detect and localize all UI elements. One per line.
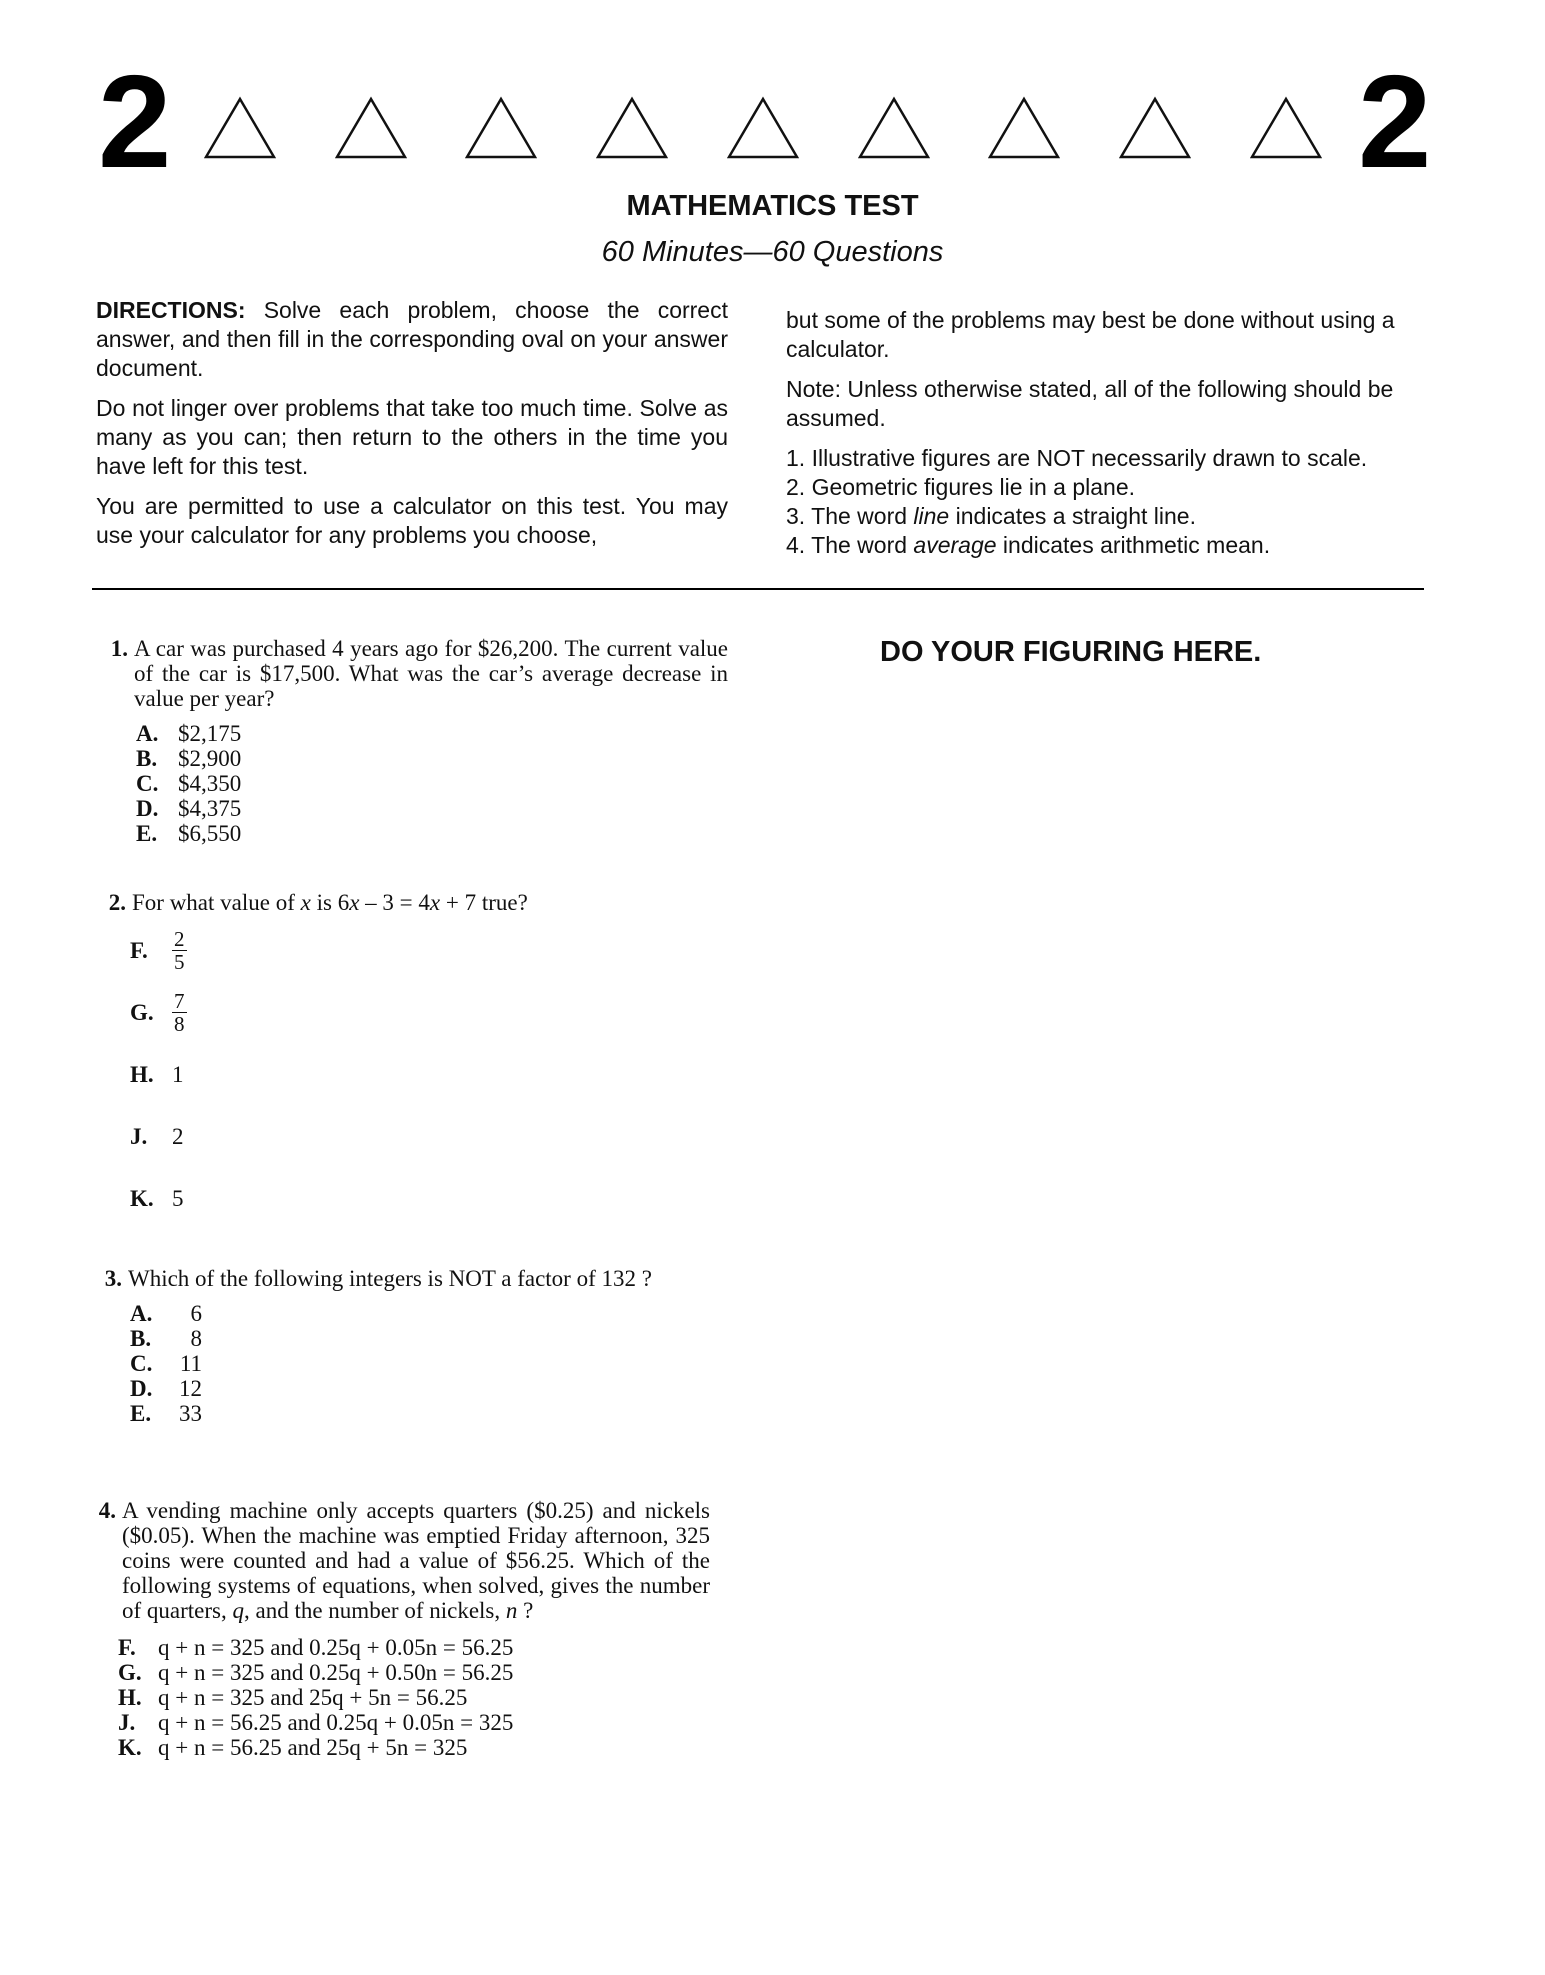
question-text: ? xyxy=(517,1598,534,1623)
triangle-icon xyxy=(465,96,537,160)
choice-text: $6,550 xyxy=(178,821,242,846)
answer-choice[interactable] xyxy=(118,1685,710,1710)
triangle-icon xyxy=(204,96,276,160)
question-4 xyxy=(86,1498,710,1760)
answer-choice[interactable] xyxy=(118,1660,710,1685)
choice-text: q + n = 325 and 25q + 5n = 56.25 xyxy=(158,1685,468,1710)
choice-text: q + n = 325 and 0.25q + 0.05n = 56.25 xyxy=(158,1635,514,1660)
choice-letter: B. xyxy=(130,1326,152,1351)
triangle-icon xyxy=(858,96,930,160)
answer-choice[interactable] xyxy=(136,771,728,796)
assumption-term: line xyxy=(913,503,950,529)
triangle-icon xyxy=(596,96,668,160)
answer-choice[interactable] xyxy=(118,1710,710,1735)
question-stem xyxy=(96,890,726,915)
test-title: MATHEMATICS TEST xyxy=(626,190,919,222)
answer-choice[interactable] xyxy=(130,1301,728,1326)
triangle-icon xyxy=(988,96,1060,160)
answer-choice[interactable] xyxy=(130,1401,728,1426)
choice-letter: A. xyxy=(136,721,159,746)
math-variable: q xyxy=(232,1598,244,1623)
fraction-denominator: 8 xyxy=(174,1011,185,1036)
assumptions-list xyxy=(786,444,1426,560)
choice-text: q + n = 325 and 0.25q + 0.50n = 56.25 xyxy=(158,1660,514,1685)
question-number: 4. xyxy=(98,1498,116,1523)
choice-text: 1 xyxy=(172,1061,184,1087)
choice-text: $2,900 xyxy=(178,746,242,771)
answer-choice[interactable] xyxy=(118,1635,710,1660)
directions-paragraph-1 xyxy=(96,296,728,383)
fraction-numerator: 7 xyxy=(174,988,185,1013)
question-text: A vending machine only accepts quarters ($0.25) and nickels ($0.05). When the machine was emptied Friday afternoon, 325 coins were counted and had a value of $56.25. Which of the following systems of equations, when solved, gives the number of quarters, xyxy=(122,1498,710,1623)
answer-choice[interactable] xyxy=(130,1167,726,1229)
directions-text-1: Solve each problem, choose the correct answer, and then fill in the corresponding oval on your answer document. xyxy=(96,297,728,381)
fraction-denominator: 5 xyxy=(174,949,185,974)
question-text: – 3 = 4 xyxy=(359,890,430,915)
section-number-right: 2 xyxy=(1358,48,1432,195)
choice-letter: A. xyxy=(130,1301,153,1326)
answer-choices xyxy=(86,1635,710,1760)
assumption-term: average xyxy=(913,532,997,558)
section-divider xyxy=(92,588,1424,590)
choice-letter: D. xyxy=(136,796,159,821)
triangle-icon xyxy=(1119,96,1191,160)
directions-paragraph-4: but some of the problems may best be done without using a calculator. xyxy=(786,307,1395,362)
choice-letter: C. xyxy=(130,1351,153,1376)
answer-choice[interactable] xyxy=(130,1043,726,1105)
question-text: For what value of xyxy=(132,890,301,915)
answer-choice[interactable] xyxy=(118,1735,710,1760)
triangle-icon xyxy=(727,96,799,160)
question-1 xyxy=(98,636,728,846)
choice-text: 6 xyxy=(190,1301,202,1326)
question-number: 2. xyxy=(108,890,126,915)
math-variable: x xyxy=(349,890,360,915)
assumption-text: indicates arithmetic mean. xyxy=(996,532,1271,558)
answer-choice[interactable] xyxy=(130,1105,726,1167)
choice-letter: E. xyxy=(130,1401,152,1426)
fraction xyxy=(172,928,187,973)
math-variable: x xyxy=(300,890,311,915)
choice-letter: G. xyxy=(118,1660,142,1685)
question-number: 3. xyxy=(104,1266,122,1291)
choice-text: 2 xyxy=(172,1123,184,1149)
question-text: , and the number of nickels, xyxy=(244,1598,506,1623)
question-text: + 7 true? xyxy=(440,890,528,915)
assumption-text: 3. The word xyxy=(786,503,914,529)
question-2 xyxy=(96,890,726,1229)
directions-note: Note: Unless otherwise stated, all of the following should be assumed. xyxy=(786,376,1394,431)
choice-letter: K. xyxy=(130,1185,154,1211)
assumption-item xyxy=(786,531,1426,560)
directions-paragraph-2: Do not linger over problems that take too much time. Solve as many as you can; then return to the others in the time you have left for this test. xyxy=(96,395,728,479)
choice-letter: F. xyxy=(118,1635,136,1660)
choice-letter: E. xyxy=(136,821,158,846)
choice-letter: J. xyxy=(118,1710,136,1735)
fraction-numerator: 2 xyxy=(174,926,185,951)
choice-text: 12 xyxy=(179,1376,202,1401)
math-variable: x xyxy=(429,890,441,915)
question-text: is 6 xyxy=(310,890,350,915)
triangle-icon xyxy=(1250,96,1322,160)
choice-text: $2,175 xyxy=(178,721,242,746)
choice-letter: H. xyxy=(118,1685,142,1710)
assumption-item xyxy=(786,502,1426,531)
choice-letter: K. xyxy=(118,1735,142,1760)
choice-text: $4,350 xyxy=(178,771,242,796)
choice-letter: F. xyxy=(130,937,148,963)
assumption-text: 4. The word xyxy=(786,532,914,558)
choice-text: q + n = 56.25 and 25q + 5n = 325 xyxy=(158,1735,468,1760)
assumption-text: indicates a straight line. xyxy=(949,503,1196,529)
assumption-item: 2. Geometric figures lie in a plane. xyxy=(786,474,1136,500)
choice-letter: G. xyxy=(130,999,154,1025)
test-subtitle: 60 Minutes—60 Questions xyxy=(601,236,944,268)
directions-label: DIRECTIONS: xyxy=(96,297,246,323)
question-stem xyxy=(98,636,728,711)
answer-choice[interactable] xyxy=(130,919,726,981)
choice-letter: D. xyxy=(130,1376,153,1401)
question-number: 1. xyxy=(110,636,128,661)
question-text: Which of the following integers is NOT a factor of 132 ? xyxy=(128,1266,652,1291)
choice-text: 11 xyxy=(179,1351,202,1376)
assumption-item: 1. Illustrative figures are NOT necessarily drawn to scale. xyxy=(786,445,1368,471)
fraction xyxy=(172,990,187,1035)
choice-letter: B. xyxy=(136,746,158,771)
choice-text: 33 xyxy=(179,1401,202,1426)
choice-text: $4,375 xyxy=(178,796,242,821)
choice-letter: C. xyxy=(136,771,159,796)
answer-choices xyxy=(92,1301,728,1426)
triangle-icon xyxy=(335,96,407,160)
choice-text: q + n = 56.25 and 0.25q + 0.05n = 325 xyxy=(158,1710,514,1735)
choice-text: 5 xyxy=(172,1185,184,1211)
answer-choice[interactable] xyxy=(136,721,728,746)
question-text: A car was purchased 4 years ago for $26,200. The current value of the car is $17,500. What was the car’s average decrease in value per year? xyxy=(134,636,728,711)
question-stem xyxy=(86,1498,710,1623)
answer-choices xyxy=(96,919,726,1229)
choice-text: 8 xyxy=(190,1326,202,1351)
directions-paragraph-3: You are permitted to use a calculator on this test. You may use your calculator for any problems you choose, xyxy=(96,493,728,548)
answer-choice[interactable] xyxy=(136,746,728,771)
directions-right-column xyxy=(786,306,1426,560)
answer-choice[interactable] xyxy=(136,821,728,846)
math-variable: n xyxy=(505,1598,518,1623)
answer-choice[interactable] xyxy=(130,1326,728,1351)
answer-choices xyxy=(98,721,728,846)
section-number-left: 2 xyxy=(98,48,172,195)
choice-letter: J. xyxy=(130,1123,148,1149)
question-3 xyxy=(92,1266,728,1426)
choice-letter: H. xyxy=(130,1061,154,1087)
answer-choice[interactable] xyxy=(130,1351,728,1376)
answer-choice[interactable] xyxy=(136,796,728,821)
question-stem xyxy=(92,1266,728,1291)
figuring-area-label: DO YOUR FIGURING HERE. xyxy=(880,636,1262,668)
answer-choice[interactable] xyxy=(130,981,726,1043)
answer-choice[interactable] xyxy=(130,1376,728,1401)
directions-left-column xyxy=(96,296,728,561)
